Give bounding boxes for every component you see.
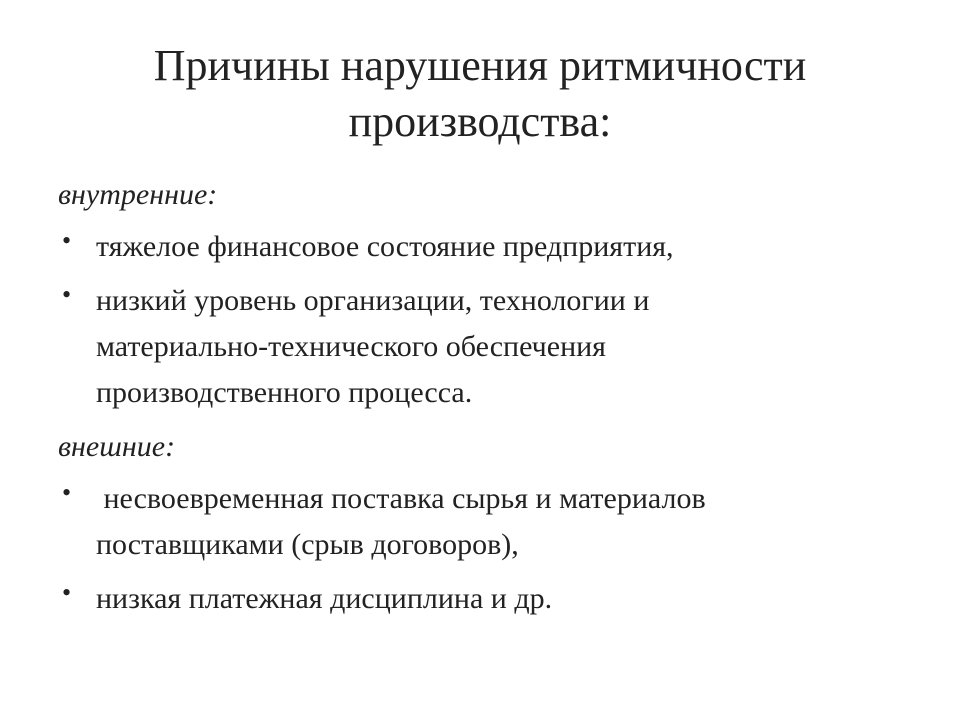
bullet-icon: • xyxy=(62,578,72,607)
bullet-icon: • xyxy=(62,280,72,309)
list-item-text: несвоевременная поставка сырья и материалов xyxy=(96,482,706,515)
slide-title-line-1: Причины нарушения ритмичности xyxy=(153,41,807,90)
group-label-internal: внутренние: xyxy=(58,178,218,211)
group-label-external: внешние: xyxy=(58,430,176,463)
slide-content xyxy=(58,172,918,630)
list-item-text: поставщиками (срыв договоров), xyxy=(96,528,519,561)
list-item xyxy=(58,224,918,270)
list-item-text: материально-технического обеспечения xyxy=(96,330,606,363)
slide-title-line-2: производства: xyxy=(348,97,612,146)
bullet-icon: • xyxy=(62,226,72,255)
internal-causes-list xyxy=(58,224,918,416)
list-item-text: производственного процесса. xyxy=(96,376,473,409)
list-item-text: низкий уровень организации, технологии и xyxy=(96,284,650,317)
list-item xyxy=(58,576,918,622)
slide-title xyxy=(60,38,900,150)
bullet-icon: • xyxy=(62,478,72,507)
list-item-text: тяжелое финансовое состояние предприятия, xyxy=(96,230,674,263)
list-item xyxy=(58,278,918,416)
list-item xyxy=(58,476,918,568)
external-causes-list xyxy=(58,476,918,622)
list-item-text: низкая платежная дисциплина и др. xyxy=(96,582,553,615)
